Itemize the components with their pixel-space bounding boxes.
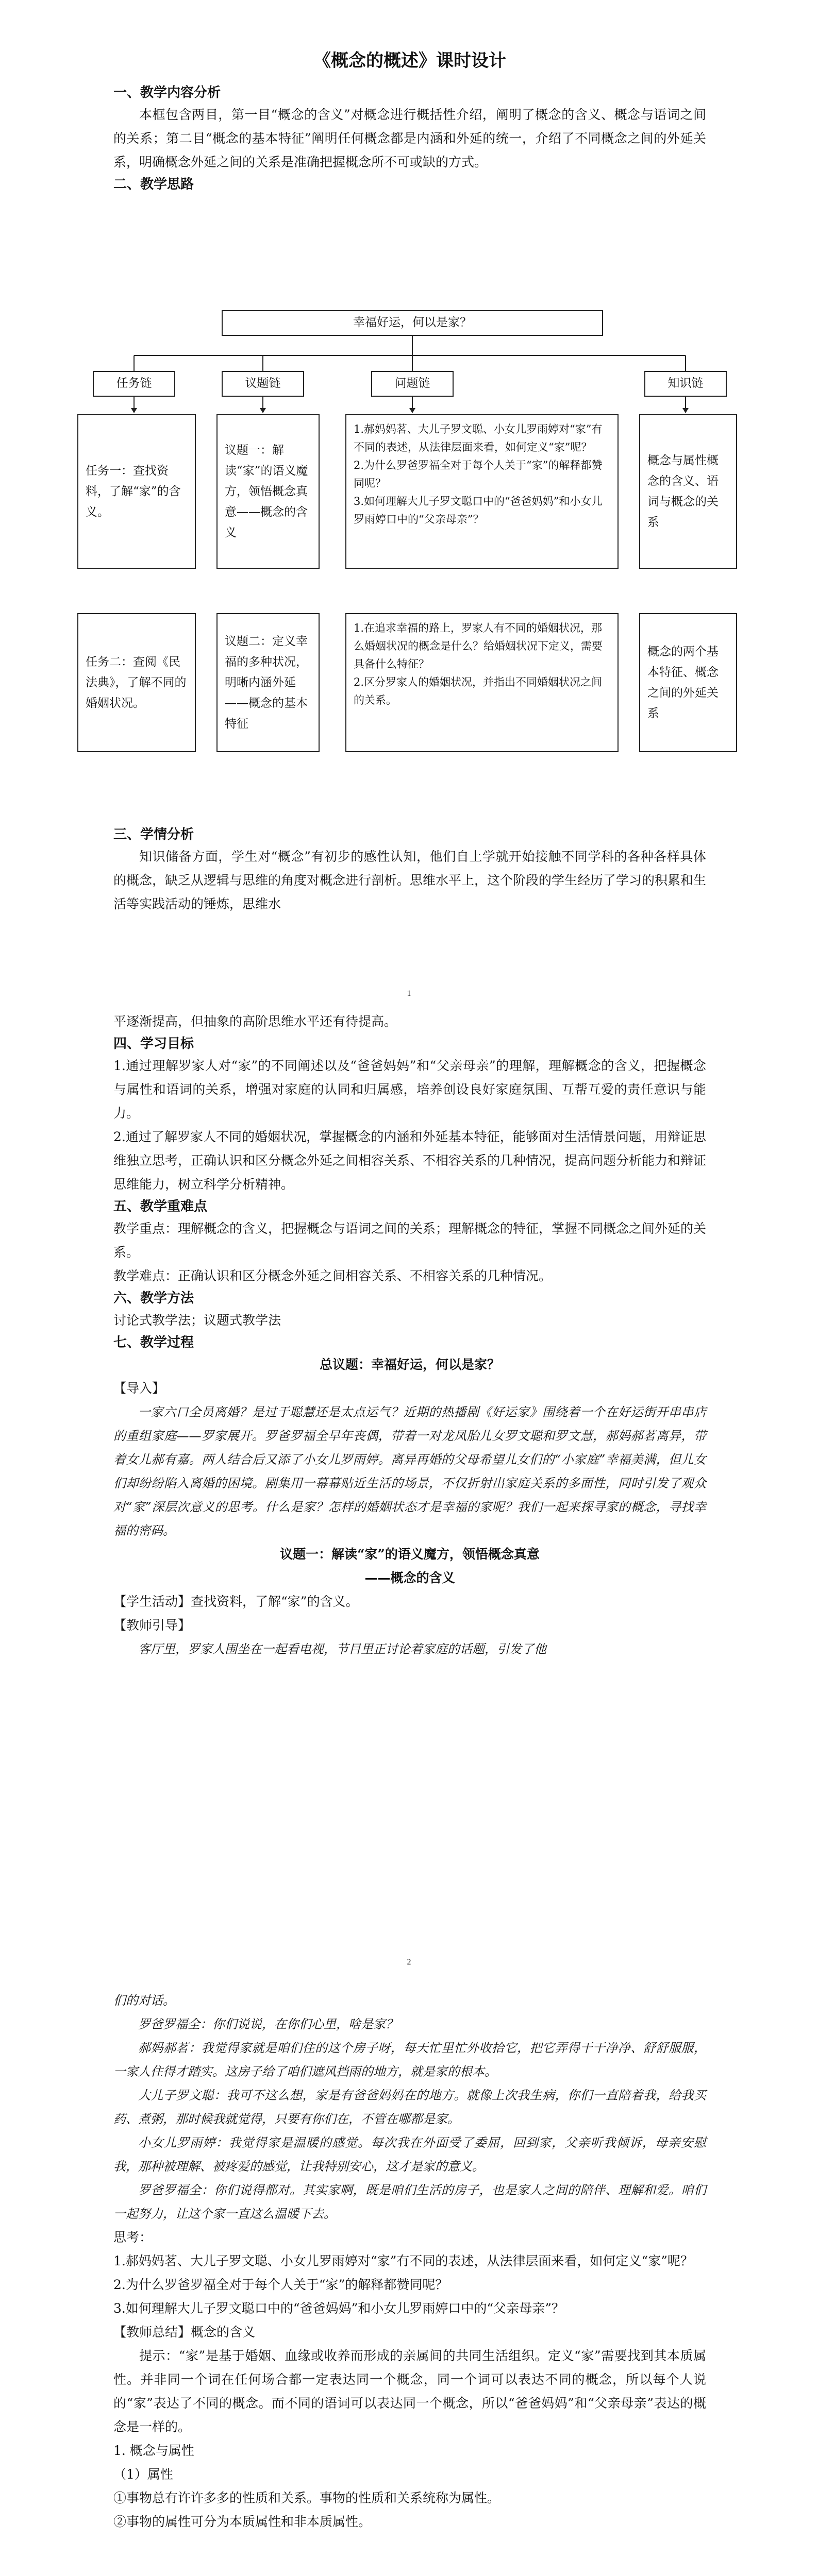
attribute-item-2: ②事物的属性可分为本质属性和非本质属性。 bbox=[113, 2514, 372, 2529]
diagram-knowledge-1 bbox=[639, 414, 737, 569]
attribute-heading: （1）属性 bbox=[113, 2467, 173, 2482]
diagram-label-question-chain: 问题链 bbox=[371, 371, 454, 397]
topic-1-subtitle: ——概念的含义 bbox=[364, 1570, 455, 1585]
diagram-label-topic-chain: 议题链 bbox=[222, 371, 304, 397]
intro-label: 【导入】 bbox=[113, 1381, 165, 1396]
diagram-label-task-chain: 任务链 bbox=[93, 371, 175, 397]
dialogue-2: 郝妈郝茗：我觉得家就是咱们住的这个房子呀，每天忙里忙外收拾它，把它弄得干干净净、舒舒服服，一家人住得才踏实。这房子给了咱们遮风挡雨的地方，就是家的根本。 bbox=[113, 2041, 706, 2079]
teacher-summary-label: 【教师总结】概念的含义 bbox=[113, 2325, 256, 2340]
diagram-questions-2 bbox=[345, 613, 619, 752]
dialogue-5: 罗爸罗福全：你们说得都对。其实家啊，既是咱们生活的房子，也是家人之间的陪伴、理解和爱。咱们一起努力，让这个家一直这么温暖下去。 bbox=[113, 2183, 706, 2221]
topic-2-text: 议题二：定义幸福的多种状况，明晰内涵外延——概念的基本特征 bbox=[225, 635, 308, 731]
diagram-task-1 bbox=[77, 414, 196, 569]
content-analysis-text: 本框包含两目，第一目“概念的含义”对概念进行概括性介绍，阐明了概念的含义、概念与语词之间的关系；第二目“概念的基本特征”阐明任何概念都是内涵和外延的统一，介绍了不同概念之间的外延关系，明确概念外延之间的关系是准确把握概念所不可或缺的方式。 bbox=[113, 107, 706, 170]
attribute-item-1: ①事物总有许许多多的性质和关系。事物的性质和关系统称为属性。 bbox=[113, 2490, 500, 2505]
dialogue-3: 大儿子罗文聪：我可不这么想，家是有爸爸妈妈在的地方。就像上次我生病，你们一直陪着我，给我买药、煮粥，那时候我就觉得，只要有你们在，不管在哪都是家。 bbox=[113, 2088, 706, 2126]
diagram-topic-1 bbox=[216, 414, 320, 569]
difficult-point-text: 教学难点：正确认识和区分概念外延之间相容关系、不相容关系的几种情况。 bbox=[113, 1268, 552, 1283]
topic-1-title: 议题一：解读“家”的语义魔方，领悟概念真意 bbox=[280, 1547, 540, 1562]
section-heading-process: 七、教学过程 bbox=[113, 1335, 194, 1350]
section-heading-methods: 六、教学方法 bbox=[113, 1291, 194, 1306]
section-heading-learning-analysis: 三、学情分析 bbox=[113, 827, 194, 842]
task-1-text: 任务一：查找资料，了解“家”的含义。 bbox=[86, 464, 181, 519]
student-activity: 【学生活动】查找资料，了解“家”的含义。 bbox=[113, 1594, 359, 1609]
dialogue-4: 小女儿罗雨婷：我觉得家是温暖的感觉。每次我在外面受了委屈，回到家，父亲听我倾诉，母亲安慰我，那种被理解、被疼爱的感觉，让我特别安心，这才是家的意义。 bbox=[113, 2136, 706, 2174]
learning-goal-1: 1.通过理解罗家人对“家”的不同阐述以及“爸爸妈妈”和“父亲母亲”的理解，理解概念的含义，把握概念与属性和语词的关系，增强对家庭的认同和归属感，培养创设良好家庭氛围、互帮互爱的责任意识与能力。 bbox=[113, 1058, 706, 1121]
think-label: 思考： bbox=[113, 2230, 153, 2245]
intro-text: 一家六口全员离婚？是过于聪慧还是太点运气？近期的热播剧《好运家》围绕着一个在好运街开串串店的重组家庭——罗家展开。罗爸罗福全早年丧偶，带着一对龙凤胎儿女罗文聪和罗文慧，郝妈郝茗离异，带着女儿郝有嘉。两人结合后又添了小女儿罗雨婷。离异再婚的父母希望儿女们的“小家庭”幸福美满，但儿女们却纷纷陷入离婚的困境。剧集用一幕幕贴近生活的场景，不仅折射出家庭关系的多面性，同时引发了观众对“家”深层次意义的思考。什么是家？怎样的婚姻状态才是幸福的家呢？我们一起来探寻家的概念，寻找幸福的密码。 bbox=[113, 1405, 706, 1538]
diagram-questions-1 bbox=[345, 414, 619, 569]
think-question-1: 1.郝妈妈茗、大儿子罗文聪、小女儿罗雨婷对“家”有不同的表述，从法律层面来看，如何定义“家”呢？ bbox=[113, 2253, 693, 2268]
question-1-1: 1.郝妈妈茗、大儿子罗文聪、小女儿罗雨婷对“家”有不同的表述，从法律层面来看，如何定义“家”呢？ bbox=[354, 423, 603, 453]
diagram-label-knowledge-chain: 知识链 bbox=[644, 371, 727, 397]
think-question-2: 2.为什么罗爸罗福全对于每个人关于“家”的解释都赞同呢？ bbox=[113, 2277, 448, 2292]
teacher-guide-text-a: 客厅里，罗家人围坐在一起看电视，节目里正讨论着家庭的话题，引发了他 bbox=[138, 1642, 546, 1656]
teaching-idea-diagram bbox=[77, 289, 747, 773]
task-2-text: 任务二：查阅《民法典》，了解不同的婚姻状况。 bbox=[86, 655, 187, 710]
question-2-2: 2.区分罗家人的婚姻状况，并指出不同婚姻状况之间的关系。 bbox=[354, 676, 603, 706]
teacher-summary-text: 提示：“家”是基于婚姻、血缘或收养而形成的亲属间的共同生活组织。定义“家”需要找到其本质属性。并非同一个词在任何场合都一定表达同一个概念，同一个词可以表达不同的概念，所以每个人说的“家”表达了不同的概念。而不同的语词可以表达同一个概念，所以“爸爸妈妈”和“父亲母亲”表达的概念是一样的。 bbox=[113, 2348, 706, 2434]
concept-heading: 1. 概念与属性 bbox=[113, 2443, 194, 2458]
question-1-2: 2.为什么罗爸罗福全对于每个人关于“家”的解释都赞同呢？ bbox=[354, 459, 603, 489]
question-2-1: 1.在追求幸福的路上，罗家人有不同的婚姻状况，那么婚姻状况的概念是什么？给婚姻状况下定义，需要具备什么特征？ bbox=[354, 622, 603, 670]
learning-analysis-text-b: 平逐渐提高，但抽象的高阶思维水平还有待提高。 bbox=[113, 1014, 397, 1029]
section-heading-content-analysis: 一、教学内容分析 bbox=[113, 85, 221, 100]
question-1-3: 3.如何理解大儿子罗文聪口中的“爸爸妈妈”和小女儿罗雨婷口中的“父亲母亲”？ bbox=[354, 495, 603, 526]
main-topic: 总议题：幸福好运，何以是家？ bbox=[319, 1357, 500, 1372]
document-title: 《概念的概述》课时设计 bbox=[313, 50, 506, 71]
section-heading-learning-goals: 四、学习目标 bbox=[113, 1036, 194, 1052]
methods-text: 讨论式教学法；议题式教学法 bbox=[113, 1313, 281, 1328]
diagram-main-topic: 幸福好运，何以是家？ bbox=[222, 310, 603, 336]
knowledge-1-text: 概念与属性概念的含义、语词与概念的关系 bbox=[647, 454, 719, 529]
page-number-1: 1 bbox=[407, 989, 411, 998]
diagram-topic-2 bbox=[216, 613, 320, 752]
dialogue-1: 罗爸罗福全：你们说说，在你们心里，啥是家？ bbox=[138, 2017, 398, 2031]
knowledge-2-text: 概念的两个基本特征、概念之间的外延关系 bbox=[647, 645, 719, 720]
key-point-text: 教学重点：理解概念的含义，把握概念与语词之间的关系；理解概念的特征，掌握不同概念之间外延的关系。 bbox=[113, 1221, 707, 1260]
teacher-guide-label: 【教师引导】 bbox=[113, 1618, 191, 1633]
section-heading-teaching-idea: 二、教学思路 bbox=[113, 177, 194, 192]
diagram-task-2 bbox=[77, 613, 196, 752]
think-question-3: 3.如何理解大儿子罗文聪口中的“爸爸妈妈”和小女儿罗雨婷口中的“父亲母亲”？ bbox=[113, 2301, 564, 2316]
section-heading-key-points: 五、教学重难点 bbox=[113, 1199, 208, 1214]
learning-analysis-text-a: 知识储备方面，学生对“概念”有初步的感性认知，他们自上学就开始接触不同学科的各种各样具体的概念，缺乏从逻辑与思维的角度对概念进行剖析。思维水平上，这个阶段的学生经历了学习的积累和生活等实践活动的锤炼，思维水 bbox=[113, 849, 707, 911]
topic-1-text: 议题一：解读“家”的语义魔方，领悟概念真意——概念的含义 bbox=[225, 444, 308, 539]
diagram-knowledge-2 bbox=[639, 613, 737, 752]
teacher-guide-text-b: 们的对话。 bbox=[113, 1993, 175, 2008]
learning-goal-2: 2.通过了解罗家人不同的婚姻状况，掌握概念的内涵和外延基本特征，能够面对生活情景问题，用辩证思维独立思考，正确认识和区分概念外延之间相容关系、不相容关系的几种情况，提高问题分析能力和辩证思维能力，树立科学分析精神。 bbox=[113, 1129, 707, 1192]
page-number-2: 2 bbox=[407, 1958, 411, 1967]
